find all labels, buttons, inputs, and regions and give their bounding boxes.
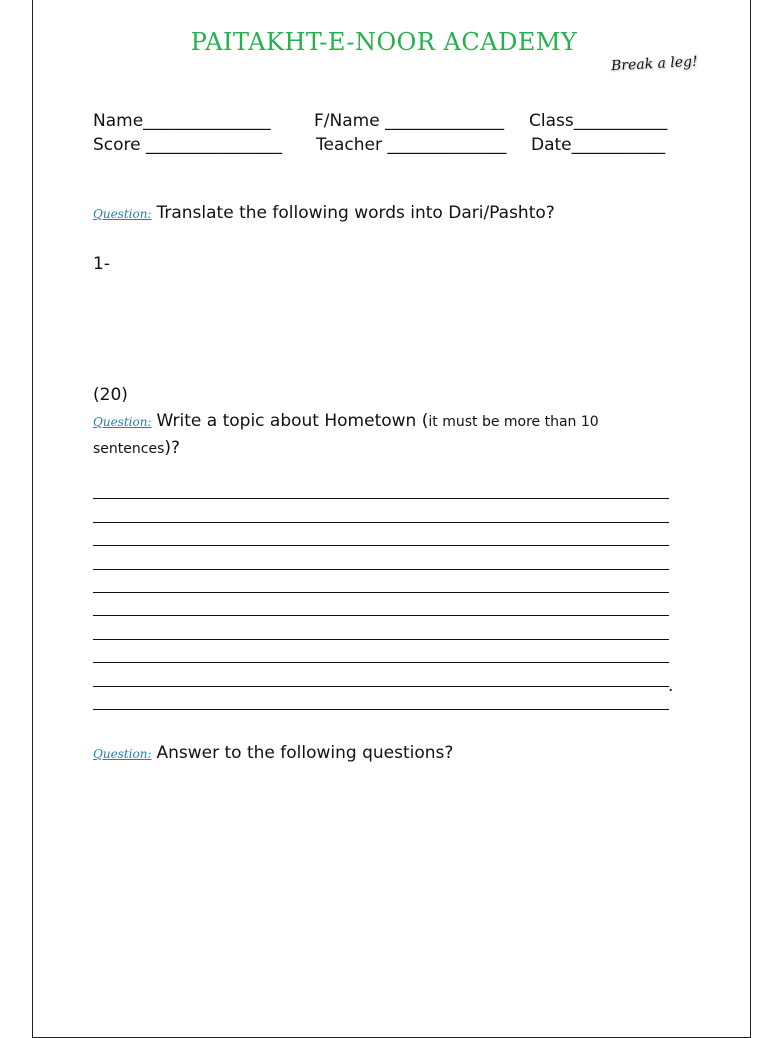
question-2: [93, 409, 599, 434]
question-marker: Question:: [93, 415, 152, 429]
question-2-note: [428, 414, 598, 430]
answer-line[interactable]: [93, 663, 669, 686]
question-marker: Question:: [93, 207, 152, 221]
question-2-close: )?: [164, 438, 181, 458]
answer-lines[interactable]: [93, 476, 669, 710]
question-2-continued: [93, 436, 180, 461]
question-3: [93, 741, 453, 766]
class-field[interactable]: Class___________: [529, 111, 668, 131]
marks-label: (20): [93, 385, 128, 405]
father-name-field[interactable]: F/Name ______________: [314, 111, 505, 131]
answer-line[interactable]: [93, 476, 669, 499]
answer-line[interactable]: [93, 616, 669, 639]
question-1-text: Translate the following words into Dari/Pashto?: [156, 203, 555, 223]
answer-line[interactable]: [93, 593, 669, 616]
answer-line[interactable]: [93, 499, 669, 522]
date-field[interactable]: Date___________: [531, 135, 666, 155]
question-3-text: Answer to the following questions?: [156, 743, 454, 763]
question-2-note-part-2: sentences: [93, 441, 165, 457]
answer-end-mark: .: [668, 676, 674, 696]
question-marker: Question:: [93, 747, 152, 761]
answer-line[interactable]: [93, 640, 669, 663]
teacher-field[interactable]: Teacher ______________: [316, 135, 507, 155]
answer-line[interactable]: [93, 570, 669, 593]
answer-line[interactable]: [93, 546, 669, 569]
academy-title: PAITAKHT-E-NOOR ACADEMY: [190, 28, 578, 56]
score-field[interactable]: Score ________________: [93, 135, 283, 155]
motto: Break a leg!: [610, 53, 699, 75]
question-2-text: Write a topic about Hometown (: [156, 411, 429, 431]
answer-line[interactable]: [93, 523, 669, 546]
question-1: [93, 201, 555, 226]
name-field[interactable]: Name_______________: [93, 111, 271, 131]
question-2-note-part-1: it must be more than 10: [428, 414, 599, 430]
answer-line[interactable]: [93, 687, 669, 710]
question-1-item: 1-: [93, 254, 110, 274]
